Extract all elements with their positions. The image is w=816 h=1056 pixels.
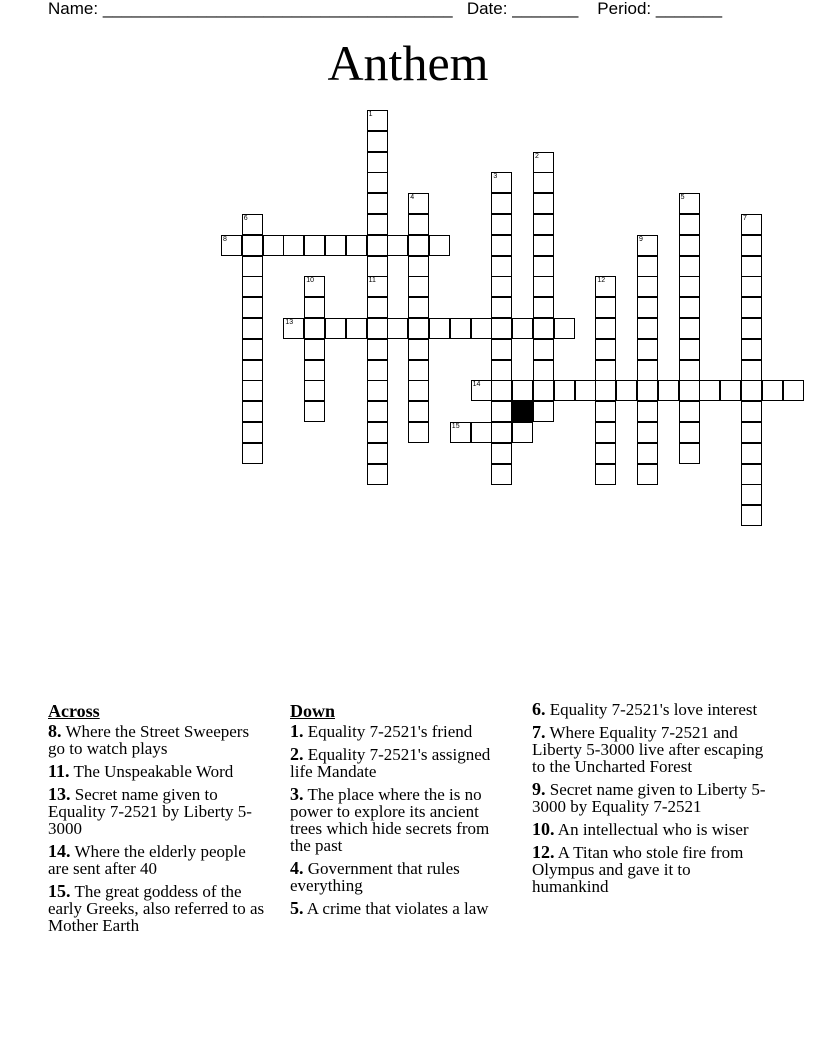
crossword-cell[interactable] [367,422,388,443]
across-heading: Across [48,701,100,721]
crossword-cell[interactable] [408,422,429,443]
crossword-cell[interactable] [242,297,263,318]
across-clue-list [48,723,270,934]
date-blank: _______ [512,0,579,18]
clue-text: Where the Street Sweepers go to watch plays [48,722,250,758]
crossword-cell[interactable] [533,235,554,256]
name-label: Name: [48,0,99,18]
crossword-cell[interactable] [491,172,512,193]
clue-number: 7. [532,722,546,742]
crossword-cell[interactable] [408,256,429,277]
crossword-cell[interactable] [408,297,429,318]
crossword-cell[interactable] [429,235,450,256]
crossword-cell[interactable] [367,256,388,277]
crossword-cell[interactable] [575,380,596,401]
crossword-cell[interactable] [637,443,658,464]
clue-text: Equality 7-2521's friend [303,722,473,741]
crossword-cell[interactable] [679,297,700,318]
crossword-cell[interactable] [325,235,346,256]
crossword-cell[interactable] [367,380,388,401]
crossword-cell[interactable] [679,443,700,464]
crossword-cell[interactable] [741,276,762,297]
crossword-cell[interactable] [491,276,512,297]
crossword-cell[interactable] [242,339,263,360]
crossword-cell[interactable] [679,422,700,443]
cell-number: 7 [743,215,747,222]
crossword-cell[interactable] [304,380,325,401]
down-clues [290,701,512,923]
crossword-cell[interactable] [637,318,658,339]
crossword-cell[interactable] [367,401,388,422]
crossword-cell[interactable] [679,318,700,339]
crossword-cell[interactable] [325,318,346,339]
crossword-cell[interactable] [491,339,512,360]
crossword-cell[interactable] [741,318,762,339]
crossword-cell[interactable] [658,380,679,401]
crossword-cell[interactable] [741,443,762,464]
clue-number: 5. [290,898,304,918]
crossword-cell[interactable] [554,380,575,401]
crossword-cell[interactable] [533,339,554,360]
crossword-cell[interactable] [512,318,533,339]
crossword-cell[interactable] [367,464,388,485]
crossword-cell[interactable] [616,380,637,401]
crossword-cell[interactable] [741,484,762,505]
clue-item [532,701,768,718]
crossword-cell[interactable] [346,318,367,339]
crossword-cell[interactable] [741,235,762,256]
cell-number: 13 [285,319,294,326]
crossword-cell[interactable] [679,256,700,277]
clue-number: 11. [48,761,70,781]
crossword-cell[interactable] [367,318,388,339]
crossword-cell[interactable] [304,276,325,297]
crossword-cell[interactable] [221,235,242,256]
cell-number: 5 [680,194,685,202]
crossword-cell[interactable] [741,505,762,526]
crossword-cell[interactable] [679,360,700,381]
crossword-cell[interactable] [242,235,263,256]
clue-number: 1. [290,721,304,741]
clue-item [48,723,270,757]
crossword-cell[interactable] [491,401,512,422]
crossword-cell[interactable] [491,256,512,277]
crossword-cell[interactable] [304,235,325,256]
clue-text: The Unspeakable Word [69,762,234,781]
clue-number: 4. [290,858,304,878]
cell-number: 14 [472,381,481,389]
crossword-cell[interactable] [720,380,741,401]
clue-number: 3. [290,784,304,804]
crossword-cell[interactable] [450,422,471,443]
crossword-cell[interactable] [637,339,658,360]
crossword-cell[interactable] [533,256,554,277]
crossword-cell[interactable] [242,443,263,464]
crossword-cell[interactable] [242,318,263,339]
crossword-cell[interactable] [242,422,263,443]
black-cell [512,401,533,422]
crossword-cell[interactable] [408,380,429,401]
crossword-cell[interactable] [679,193,700,214]
clue-item [48,883,270,934]
crossword-cell[interactable] [491,380,512,401]
cell-number: 4 [410,194,415,202]
crossword-cell[interactable] [679,276,700,297]
period-blank: _______ [655,0,723,18]
cell-number: 6 [243,215,248,222]
cell-number: 3 [493,173,498,181]
crossword-cell[interactable] [242,380,263,401]
clue-item [48,763,270,780]
crossword-cell[interactable] [637,297,658,318]
cell-number: 1 [368,111,373,118]
crossword-cell[interactable] [637,276,658,297]
crossword-cell[interactable] [533,297,554,318]
crossword-cell[interactable] [408,318,429,339]
clue-number: 6. [532,699,546,719]
crossword-cell[interactable] [367,443,388,464]
crossword-cell[interactable] [408,214,429,235]
clue-item [48,786,270,837]
clue-text: A crime that violates a law [303,899,489,918]
crossword-cell[interactable] [450,318,471,339]
crossword-cell[interactable] [242,256,263,277]
crossword-cell[interactable] [304,297,325,318]
crossword-cell[interactable] [741,401,762,422]
crossword-cell[interactable] [595,297,616,318]
down-clue-list [290,723,512,917]
crossword-cell[interactable] [408,193,429,214]
clue-number: 14. [48,841,71,861]
crossword-cell[interactable] [408,235,429,256]
crossword-cell[interactable] [699,380,720,401]
period-label: Period: [597,0,652,18]
crossword-cell[interactable] [367,235,388,256]
crossword-cell[interactable] [595,464,616,485]
crossword-cell[interactable] [741,464,762,485]
clue-number: 2. [290,744,304,764]
clue-item [532,781,768,815]
crossword-cell[interactable] [242,401,263,422]
clue-item [48,843,270,877]
crossword-cell[interactable] [387,318,408,339]
crossword-cell[interactable] [679,380,700,401]
crossword-cell[interactable] [491,235,512,256]
clue-number: 13. [48,784,71,804]
crossword-cell[interactable] [283,235,304,256]
clue-item [532,724,768,775]
clue-text: Where the elderly people are sent after 40 [48,842,246,878]
crossword-cell[interactable] [408,276,429,297]
crossword-cell[interactable] [367,193,388,214]
clue-item [532,821,768,838]
crossword-cell[interactable] [367,172,388,193]
clue-number: 8. [48,721,62,741]
crossword-cell[interactable] [741,297,762,318]
crossword-cell[interactable] [595,401,616,422]
cell-number: 12 [597,277,606,285]
cell-number: 15 [451,423,460,430]
crossword-cell[interactable] [471,318,492,339]
cell-number: 11 [368,277,376,285]
crossword-cell[interactable] [637,256,658,277]
crossword-cell[interactable] [387,235,408,256]
clue-text: Where Equality 7-2521 and Liberty 5-3000 live after escaping to the Uncharted Forest [532,723,764,776]
clue-text: Government that rules everything [290,859,460,895]
clue-text: Secret name given to Equality 7-2521 by Liberty 5-3000 [48,785,252,838]
crossword-cell[interactable] [471,380,492,401]
crossword-cell[interactable] [637,235,658,256]
crossword-cell[interactable] [304,339,325,360]
crossword-cell[interactable] [491,318,512,339]
clue-item [290,746,512,780]
clue-text: The place where the is no power to explore its ancient trees which hide secrets from the past [290,785,490,855]
page-title: Anthem [327,35,489,91]
name-blank: _____________________________________ [102,0,453,18]
clue-number: 12. [532,842,555,862]
clue-text: An intellectual who is wiser [554,820,749,839]
crossword-cell[interactable] [304,360,325,381]
clue-number: 10. [532,819,555,839]
crossword-cell[interactable] [595,276,616,297]
crossword-cell[interactable] [512,380,533,401]
crossword-cell[interactable] [533,276,554,297]
crossword-cell[interactable] [533,360,554,381]
crossword-cell[interactable] [491,443,512,464]
crossword-cell[interactable] [533,380,554,401]
clue-item [290,723,512,740]
crossword-cell[interactable] [595,318,616,339]
crossword-cell[interactable] [304,318,325,339]
crossword-cell[interactable] [367,214,388,235]
cell-number: 9 [639,235,643,243]
down-clues-continued [532,701,768,901]
crossword-cell[interactable] [242,276,263,297]
clue-number: 9. [532,779,546,799]
crossword-cell[interactable] [741,339,762,360]
crossword-cell[interactable] [637,380,658,401]
clue-item [290,786,512,854]
crossword-cell[interactable] [533,214,554,235]
crossword-cell[interactable] [679,339,700,360]
clue-text: Equality 7-2521's love interest [545,700,758,719]
crossword-cell[interactable] [429,318,450,339]
clue-number: 15. [48,881,71,901]
crossword-cell[interactable] [595,360,616,381]
cell-number: 2 [535,152,539,160]
crossword-cell[interactable] [367,297,388,318]
crossword-cell[interactable] [367,339,388,360]
crossword-cell[interactable] [679,401,700,422]
cell-number: 10 [306,277,314,285]
crossword-cell[interactable] [491,193,512,214]
crossword-cell[interactable] [242,214,263,235]
crossword-cell[interactable] [679,214,700,235]
crossword-cell[interactable] [741,422,762,443]
clue-text: The great goddess of the early Greeks, also referred to as Mother Earth [48,882,265,935]
crossword-cell[interactable] [491,464,512,485]
clue-text: Secret name given to Liberty 5-3000 by Equality 7-2521 [532,780,766,816]
crossword-cell[interactable] [637,422,658,443]
crossword-cell[interactable] [367,276,388,297]
crossword-cell[interactable] [512,422,533,443]
crossword-cell[interactable] [741,360,762,381]
down-clue-list-continued [532,701,768,895]
crossword-cell[interactable] [283,318,304,339]
crossword-cell[interactable] [533,401,554,422]
crossword-cell[interactable] [491,360,512,381]
crossword-cell[interactable] [783,380,804,401]
clue-item [532,844,768,895]
crossword-cell[interactable] [533,152,554,173]
crossword-cell[interactable] [741,256,762,277]
crossword-cell[interactable] [595,380,616,401]
crossword-cell[interactable] [367,360,388,381]
clue-text: A Titan who stole fire from Olympus and gave it to humankind [532,843,744,896]
crossword-cell[interactable] [595,422,616,443]
crossword-cell[interactable] [533,318,554,339]
crossword-cell[interactable] [304,401,325,422]
across-clues [48,701,270,940]
clue-item [290,860,512,894]
crossword-cell[interactable] [408,339,429,360]
crossword-cell[interactable] [491,297,512,318]
crossword-cell[interactable] [637,360,658,381]
down-heading: Down [290,701,336,721]
crossword-cell[interactable] [533,193,554,214]
crossword-cell[interactable] [491,422,512,443]
clue-item [290,900,512,917]
crossword-cell[interactable] [533,172,554,193]
crossword-cell[interactable] [263,235,284,256]
crossword-cell[interactable] [367,152,388,173]
crossword-cell[interactable] [242,360,263,381]
crossword-cell[interactable] [637,401,658,422]
clue-text: Equality 7-2521's assigned life Mandate [290,745,491,781]
crossword-cell[interactable] [741,214,762,235]
crossword-cell[interactable] [554,318,575,339]
crossword-cell[interactable] [595,339,616,360]
crossword-cell[interactable] [408,360,429,381]
crossword-cell[interactable] [367,131,388,152]
crossword-cell[interactable] [491,214,512,235]
crossword-cell[interactable] [762,380,783,401]
crossword-cell[interactable] [595,443,616,464]
cell-number: 8 [223,235,227,243]
crossword-cell[interactable] [741,380,762,401]
crossword-cell[interactable] [637,464,658,485]
crossword-cell[interactable] [346,235,367,256]
crossword-cell[interactable] [408,401,429,422]
date-label: Date: [466,0,508,18]
crossword-cell[interactable] [471,422,492,443]
crossword-cell[interactable] [367,110,388,131]
crossword-cell[interactable] [679,235,700,256]
